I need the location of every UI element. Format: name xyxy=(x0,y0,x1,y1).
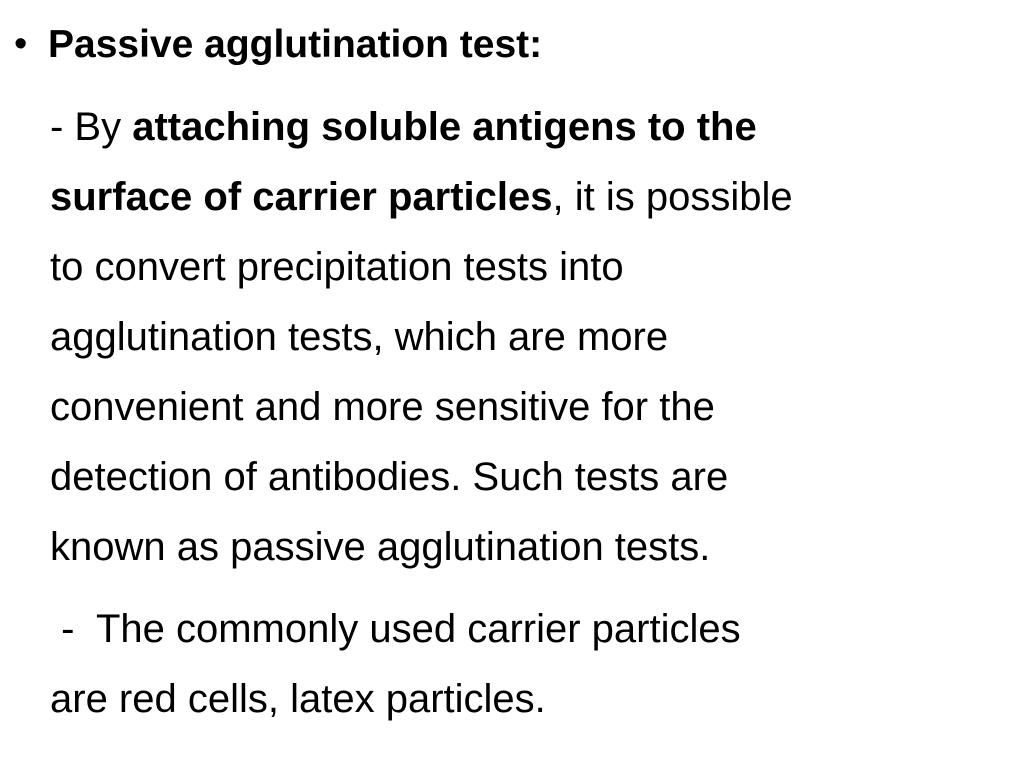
paragraph-line xyxy=(50,92,1016,162)
line-prefix: - By xyxy=(50,105,133,149)
bullet-icon: • xyxy=(14,23,28,65)
paragraph-line: are red cells, latex particles. xyxy=(50,677,546,721)
line-text: , it is possible xyxy=(552,175,793,219)
paragraph-line xyxy=(50,162,1016,232)
paragraph-common-carriers xyxy=(50,594,1016,734)
paragraph-line: convenient and more sensitive for the xyxy=(50,385,715,429)
paragraph-line: to convert precipitation tests into xyxy=(50,245,624,289)
paragraph-line: agglutination tests, which are more xyxy=(50,315,669,359)
paragraph-line: known as passive agglutination tests. xyxy=(50,525,711,569)
paragraph-carrier-particles xyxy=(50,92,1016,582)
bold-phrase: surface of carrier particles xyxy=(50,175,553,219)
heading-row xyxy=(14,12,542,76)
slide-heading: Passive agglutination test: xyxy=(48,22,543,66)
bold-phrase: attaching soluble antigens to the xyxy=(132,105,757,149)
paragraph-line: - The commonly used carrier particles xyxy=(50,607,741,651)
paragraph-line: detection of antibodies. Such tests are xyxy=(50,455,729,499)
